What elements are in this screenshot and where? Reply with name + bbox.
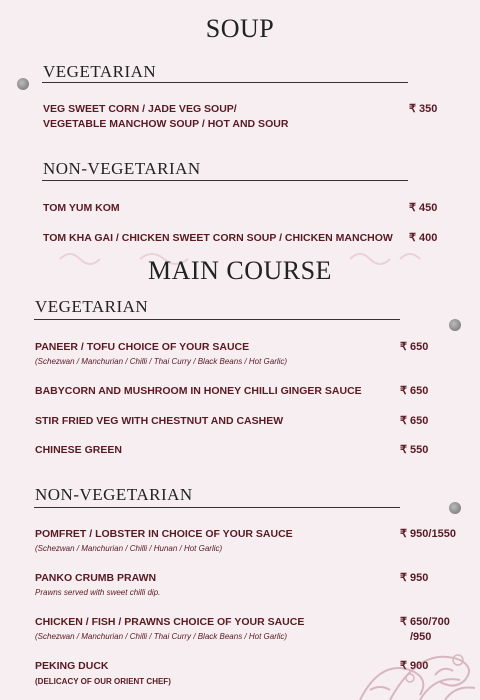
soup-veg-heading: VEGETARIAN <box>43 62 157 81</box>
menu-item-price: ₹ 650 <box>400 385 429 397</box>
floral-ornament-icon <box>350 630 480 700</box>
menu-item-description: (Schezwan / Manchurian / Chilli / Thai Curry / Black Beans / Hot Garlic) <box>35 632 288 641</box>
soup-title: SOUP <box>205 14 275 43</box>
binder-hole-icon <box>449 502 461 514</box>
menu-item-name: POMFRET / LOBSTER IN CHOICE OF YOUR SAUCE <box>35 528 293 540</box>
menu-item-name: PANEER / TOFU CHOICE OF YOUR SAUCE <box>35 341 250 353</box>
divider <box>42 82 408 83</box>
main-veg-heading: VEGETARIAN <box>35 297 149 316</box>
menu-item-name: TOM KHA GAI / CHICKEN SWEET CORN SOUP / CHICKEN MANCHOW <box>43 232 393 244</box>
menu-item-price: ₹ 450 <box>409 202 438 214</box>
menu-item-description: (Schezwan / Manchurian / Chilli / Hunan / Hot Garlic) <box>35 544 223 553</box>
menu-item-name: PEKING DUCK <box>35 660 109 672</box>
menu-item-price: ₹ 950 <box>400 572 429 584</box>
menu-item-name: STIR FRIED VEG WITH CHESTNUT AND CASHEW <box>35 415 284 427</box>
main-nonveg-heading: NON-VEGETARIAN <box>35 485 193 504</box>
menu-item-name: VEGETABLE MANCHOW SOUP / HOT AND SOUR <box>43 118 289 130</box>
menu-item-name: VEG SWEET CORN / JADE VEG SOUP/ <box>43 103 237 115</box>
binder-hole-icon <box>449 319 461 331</box>
soup-nonveg-heading: NON-VEGETARIAN <box>43 159 201 178</box>
menu-item-price: ₹ 650/700 <box>400 616 450 628</box>
menu-item-name: TOM YUM KOM <box>43 202 120 214</box>
menu-item-name: CHINESE GREEN <box>35 444 122 456</box>
menu-item-price: ₹ 350 <box>409 103 438 115</box>
menu-item-name: PANKO CRUMB PRAWN <box>35 572 157 584</box>
menu-item-price: ₹ 400 <box>409 232 438 244</box>
menu-item-price: ₹ 650 <box>400 341 429 353</box>
menu-item-price: ₹ 650 <box>400 415 429 427</box>
menu-item-description: Prawns served with sweet chilli dip. <box>35 588 161 597</box>
main-course-title: MAIN COURSE <box>148 256 332 285</box>
binder-hole-icon <box>17 78 29 90</box>
menu-item-description: (DELICACY OF OUR ORIENT CHEF) <box>35 677 171 686</box>
divider <box>34 507 400 508</box>
menu-item-price-continued: /950 <box>410 631 432 643</box>
menu-item-name: BABYCORN AND MUSHROOM IN HONEY CHILLI GINGER SAUCE <box>35 385 362 397</box>
menu-item-price: ₹ 900 <box>400 660 429 672</box>
divider <box>42 180 408 181</box>
divider <box>34 319 400 320</box>
menu-item-description: (Schezwan / Manchurian / Chilli / Thai Curry / Black Beans / Hot Garlic) <box>35 357 288 366</box>
menu-item-price: ₹ 950/1550 <box>400 528 456 540</box>
menu-item-name: CHICKEN / FISH / PRAWNS CHOICE OF YOUR SAUCE <box>35 616 305 628</box>
menu-item-price: ₹ 550 <box>400 444 429 456</box>
